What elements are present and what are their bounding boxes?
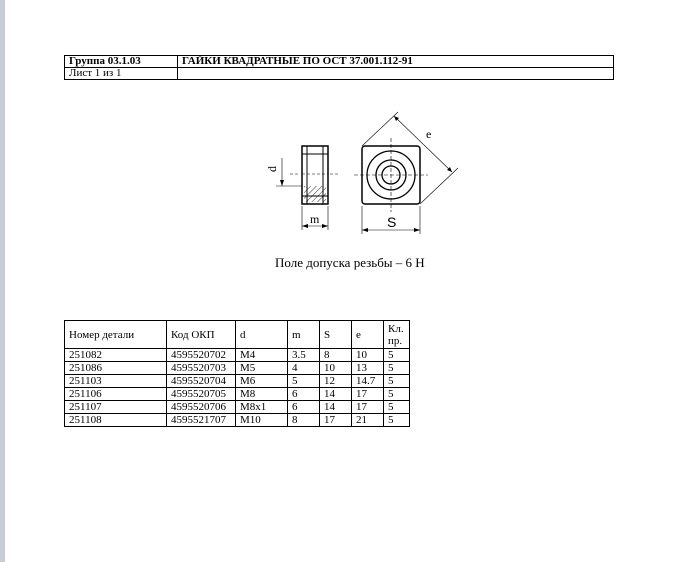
table-cell: 10: [320, 362, 352, 375]
table-cell: 5: [384, 401, 410, 414]
table-cell: 4595520703: [167, 362, 236, 375]
table-cell: 8: [288, 414, 320, 427]
table-cell: 14.7: [352, 375, 384, 388]
table-cell: 5: [384, 375, 410, 388]
table-cell: 3.5: [288, 349, 320, 362]
table-cell: 17: [352, 401, 384, 414]
document-header: [64, 55, 614, 80]
table-cell: 17: [352, 388, 384, 401]
label-m: m: [310, 212, 320, 226]
front-view: [354, 112, 458, 234]
table-cell: 17: [320, 414, 352, 427]
table-cell: M10: [236, 414, 288, 427]
table-row: [65, 388, 410, 401]
table-cell: 251108: [65, 414, 167, 427]
table-cell: 8: [320, 349, 352, 362]
col-header: Код ОКП: [167, 321, 236, 349]
empty-cell: [178, 68, 614, 80]
group-cell: Группа 03.1.03: [65, 56, 178, 68]
side-view: [276, 146, 340, 230]
table-cell: 5: [384, 414, 410, 427]
document-title: ГАЙКИ КВАДРАТНЫЕ ПО ОСТ 37.001.112-91: [178, 56, 614, 68]
label-e: e: [426, 127, 432, 141]
table-cell: 4595520702: [167, 349, 236, 362]
table-cell: 14: [320, 388, 352, 401]
table-cell: 5: [384, 362, 410, 375]
table-cell: 251106: [65, 388, 167, 401]
table-header-row: [65, 321, 410, 349]
thread-tolerance-caption: Поле допуска резьбы – 6 Н: [275, 255, 425, 270]
table-cell: 4595520705: [167, 388, 236, 401]
table-cell: 10: [352, 349, 384, 362]
table-cell: 5: [384, 388, 410, 401]
table-cell: M8x1: [236, 401, 288, 414]
table-cell: 251082: [65, 349, 167, 362]
window-edge: [0, 0, 5, 562]
table-cell: 14: [320, 401, 352, 414]
col-header: d: [236, 321, 288, 349]
dimensions-table: [64, 320, 410, 427]
col-header: Кл. пр.: [384, 321, 410, 349]
table-cell: 12: [320, 375, 352, 388]
table-cell: 4595520704: [167, 375, 236, 388]
col-header: e: [352, 321, 384, 349]
table-cell: 251107: [65, 401, 167, 414]
table-cell: 6: [288, 388, 320, 401]
table-row: [65, 349, 410, 362]
table-cell: 5: [288, 375, 320, 388]
table-cell: M6: [236, 375, 288, 388]
col-header: Номер детали: [65, 321, 167, 349]
table-cell: 4: [288, 362, 320, 375]
table-cell: 4595521707: [167, 414, 236, 427]
table-row: [65, 414, 410, 427]
table-cell: M5: [236, 362, 288, 375]
square-nut-drawing: [262, 110, 472, 240]
table-cell: 13: [352, 362, 384, 375]
table-cell: 251086: [65, 362, 167, 375]
table-cell: M4: [236, 349, 288, 362]
table-cell: M8: [236, 388, 288, 401]
table-row: [65, 375, 410, 388]
table-cell: 251103: [65, 375, 167, 388]
col-header: S: [320, 321, 352, 349]
table-row: [65, 401, 410, 414]
table-cell: 4595520706: [167, 401, 236, 414]
table-row: [65, 362, 410, 375]
col-header: m: [288, 321, 320, 349]
sheet-cell: Лист 1 из 1: [65, 68, 178, 80]
table-cell: 6: [288, 401, 320, 414]
label-d: d: [265, 166, 279, 172]
label-s: S: [387, 214, 397, 230]
table-cell: 5: [384, 349, 410, 362]
table-cell: 21: [352, 414, 384, 427]
